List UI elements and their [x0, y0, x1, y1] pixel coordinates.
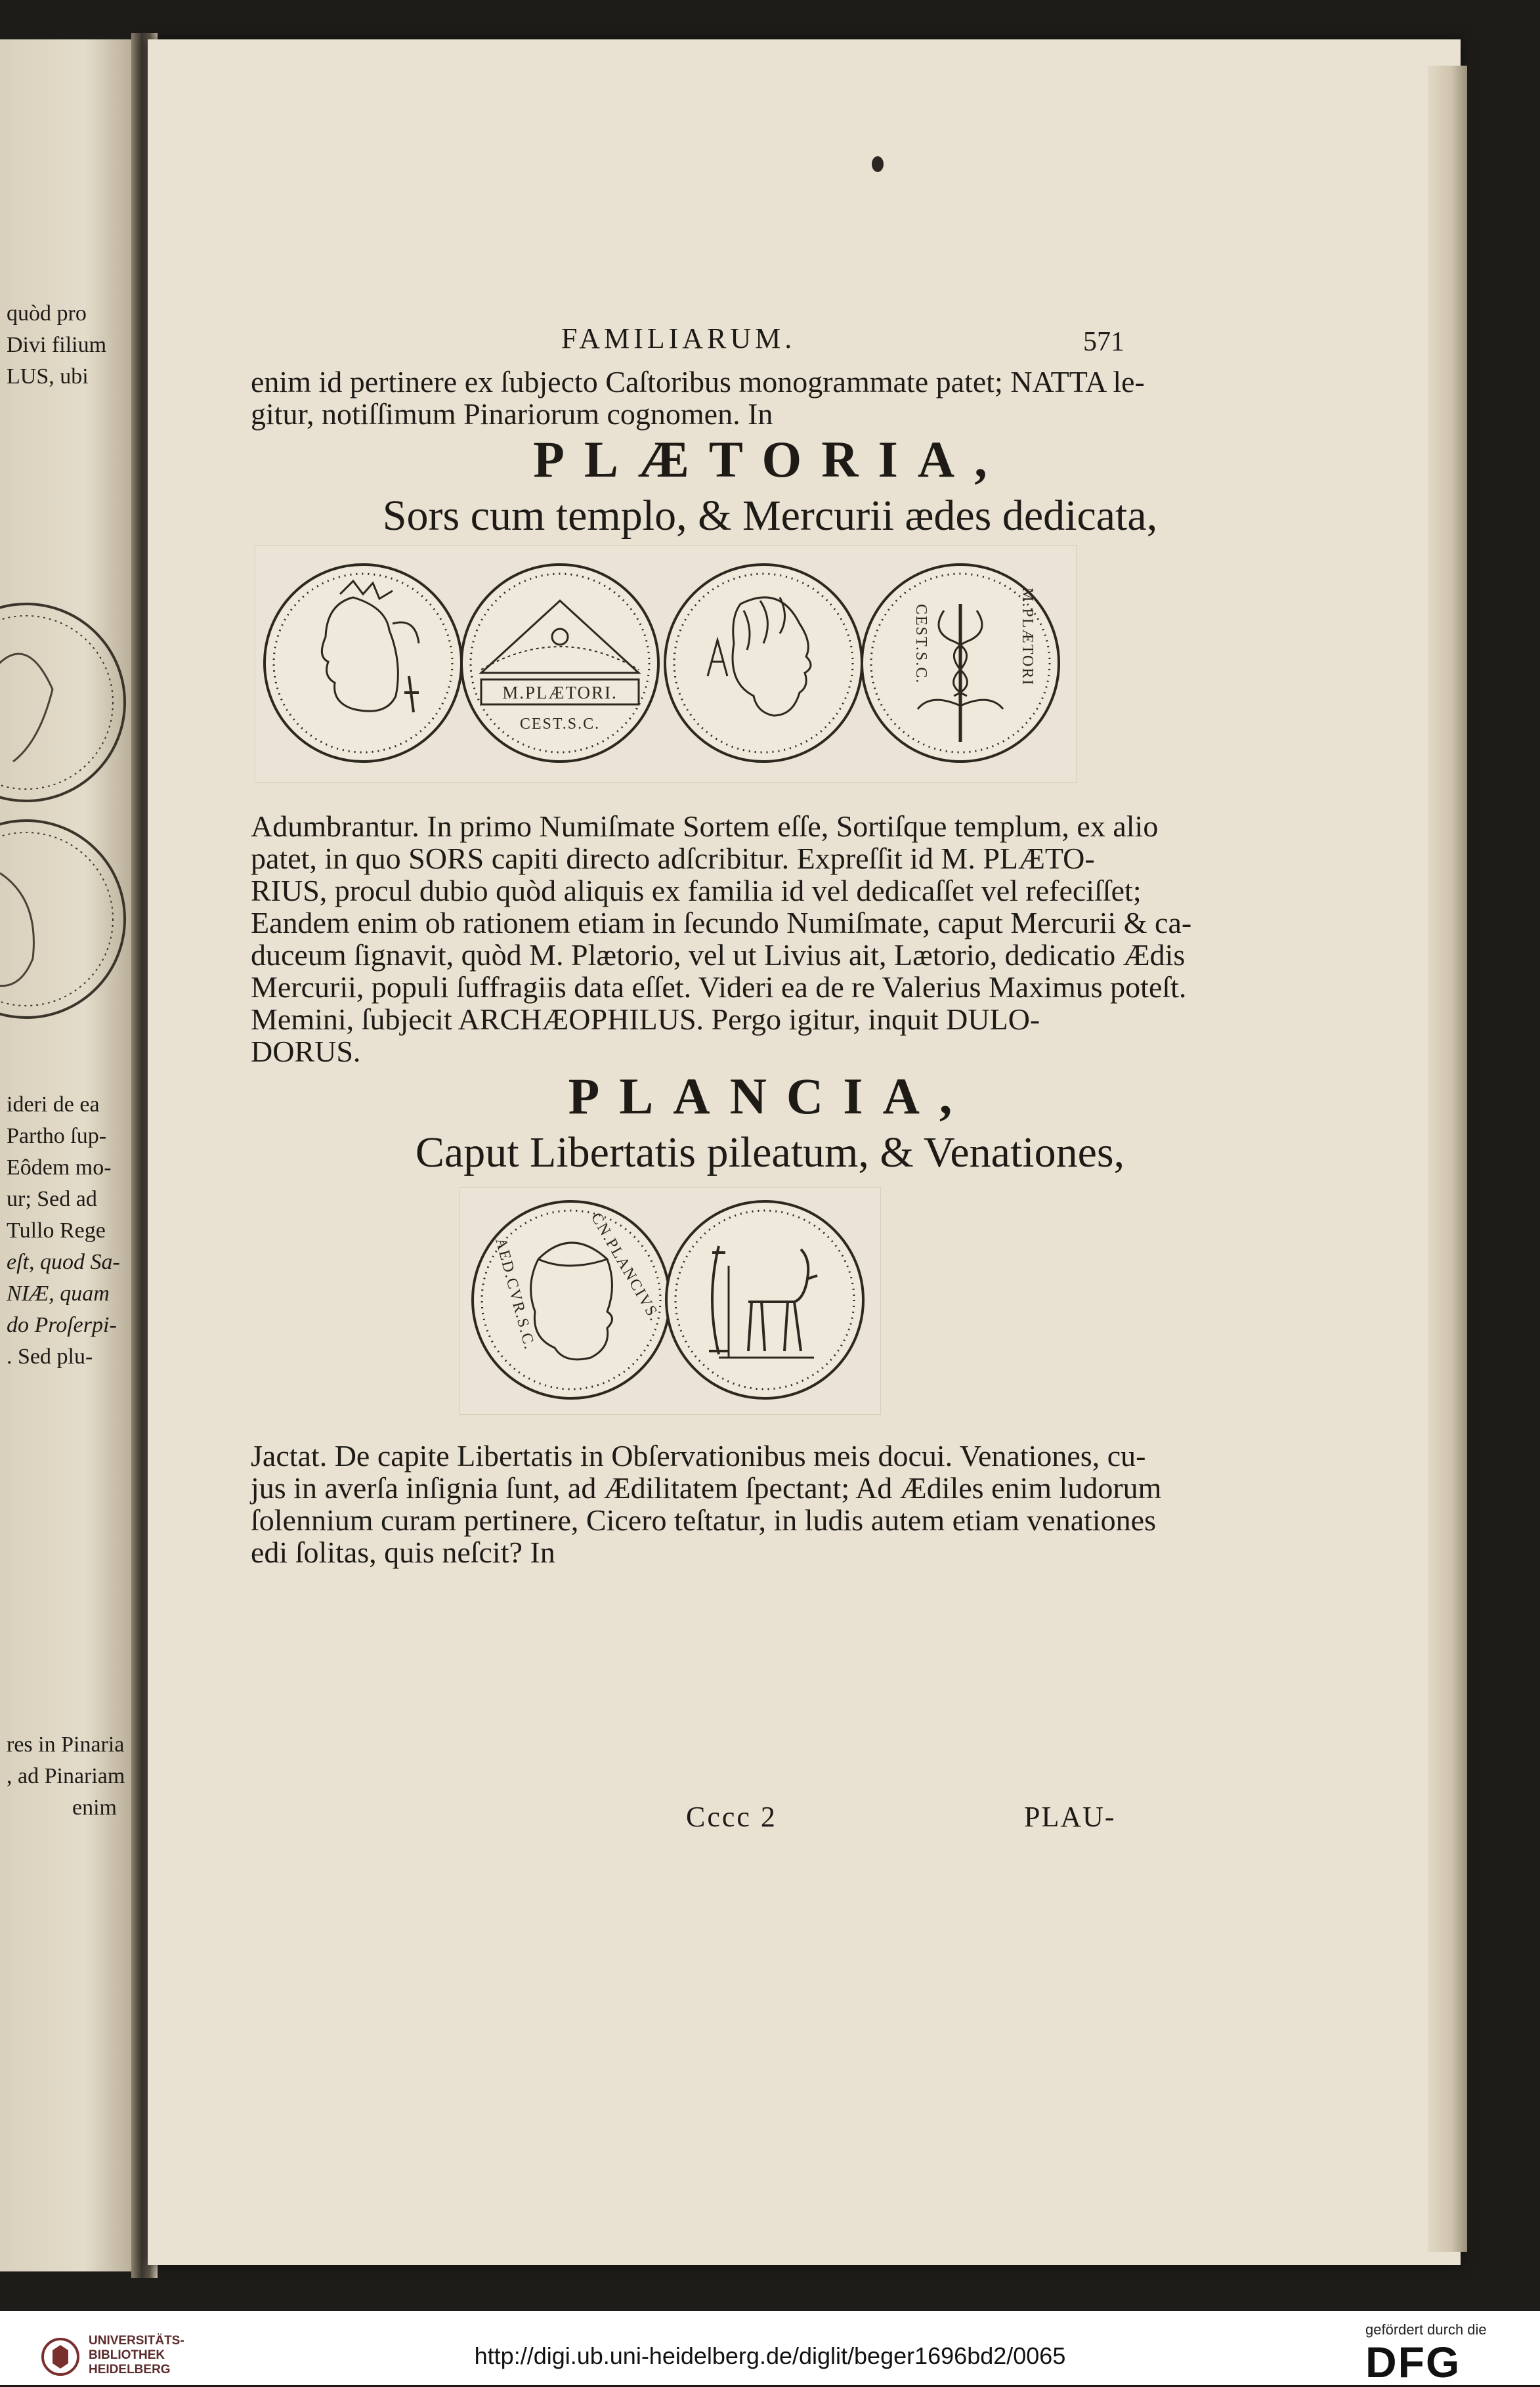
left-line: Divi filium — [7, 333, 107, 357]
left-line: res in Pinaria — [7, 1732, 125, 1757]
intro-line: enim id pertinere ex ſubjecto Caſtoribus monogrammate patet; NATTA le- — [251, 365, 1145, 398]
body-line: ſolennium curam pertinere, Cicero teſtatur, in ludis autem etiam venationes — [251, 1503, 1156, 1537]
institution-name: UNIVERSITÄTS- BIBLIOTHEK HEIDELBERG — [89, 2334, 184, 2376]
coin-caduceus — [862, 565, 1059, 762]
left-line: ideri de ea — [7, 1092, 100, 1117]
left-line: NIÆ, quam — [7, 1281, 110, 1306]
section-subtitle-plancia: Caput Libertatis pileatum, & Venationes, — [415, 1129, 1125, 1176]
body-line: Memini, ſubjecit ARCHÆOPHILUS. Pergo igitur, inquit DULO- — [251, 1002, 1040, 1036]
svg-text:CEST.S.C.: CEST.S.C. — [519, 716, 601, 733]
page-number: 571 — [1083, 327, 1124, 357]
svg-text:AED.CVR.S.C.: AED.CVR.S.C. — [492, 1236, 538, 1352]
body-line: Jactat. De capite Libertatis in Obſervationibus meis docui. Venationes, cu- — [251, 1439, 1146, 1473]
running-header: FAMILIARUM. — [561, 322, 796, 355]
left-line: , ad Pinariam — [7, 1764, 125, 1788]
svg-text:M.PLÆTORI: M.PLÆTORI — [1019, 588, 1036, 687]
plaetoria-coins — [255, 545, 1075, 781]
left-line: LUS, ubi — [7, 364, 89, 389]
body-line: DORUS. — [251, 1035, 361, 1068]
svg-text:M.PLÆTORI.: M.PLÆTORI. — [502, 683, 618, 702]
section-title-plaetoria: PLÆTORIA, — [533, 431, 1007, 488]
dfg-logo: DFG — [1365, 2338, 1461, 2386]
left-line: do Proſerpi- — [7, 1313, 117, 1337]
catchword: PLAU- — [1024, 1801, 1116, 1833]
funding-note: gefördert durch die — [1365, 2321, 1487, 2338]
body-line: duceum ſignavit, quòd M. Plætorio, vel ut Livius ait, Lætorio, dedicatio Ædis — [251, 938, 1186, 972]
plancia-coins — [460, 1187, 880, 1413]
body-line: jus in averſa inſignia ſunt, ad Ædilitatem ſpectant; Ad Ædiles enim ludorum — [251, 1471, 1162, 1505]
signature-mark: Cccc 2 — [686, 1801, 777, 1833]
intro-line: gitur, notiſſimum Pinariorum cognomen. In — [251, 397, 773, 431]
left-line: . Sed plu- — [7, 1344, 93, 1369]
body-line: patet, in quo SORS capiti directo adſcribitur. Expreſſit id M. PLÆTO- — [251, 842, 1095, 875]
ornament-dot — [872, 156, 884, 172]
coin-temple — [461, 565, 658, 762]
left-line: Eôdem mo- — [7, 1155, 112, 1180]
left-line: Tullo Rege — [7, 1218, 106, 1243]
section-title-plancia: PLANCIA, — [568, 1067, 972, 1125]
body-line: Eandem enim ob rationem etiam in ſecundo Numiſmate, caput Mercurii & ca- — [251, 906, 1192, 939]
coin-libertas-head — [473, 1201, 670, 1398]
body-line: Mercurii, populi ſuffragiis data eſſet. Videri ea de re Valerius Maximus poteſt. — [251, 970, 1187, 1004]
svg-text:CN.PLANCIVS.: CN.PLANCIVS. — [587, 1210, 664, 1325]
left-page-coins — [0, 591, 131, 1037]
left-line: quòd pro — [7, 301, 87, 326]
coin-mercury-head — [665, 565, 862, 762]
body-line: Adumbrantur. In primo Numiſmate Sortem eſſe, Sortiſque templum, ex alio — [251, 809, 1159, 843]
left-line: ur; Sed ad — [7, 1187, 97, 1211]
body-line: RIUS, procul dubio quòd aliquis ex familia id vel dedicaſſet vel refeciſſet; — [251, 874, 1142, 907]
body-line: edi ſolitas, quis neſcit? In — [251, 1536, 555, 1569]
left-line: Partho ſup- — [7, 1124, 107, 1148]
coin-sors-head — [265, 565, 461, 762]
left-line: eſt, quod Sa- — [7, 1250, 120, 1274]
digital-object-url[interactable]: http://digi.ub.uni-heidelberg.de/diglit/beger1696bd2/0065 — [474, 2342, 1066, 2369]
coin-goat-hunting — [666, 1201, 863, 1398]
section-subtitle-plaetoria: Sors cum templo, & Mercurii ædes dedicata, — [382, 492, 1158, 540]
left-line: enim — [72, 1796, 117, 1820]
svg-text:CEST.S.C.: CEST.S.C. — [912, 604, 930, 685]
